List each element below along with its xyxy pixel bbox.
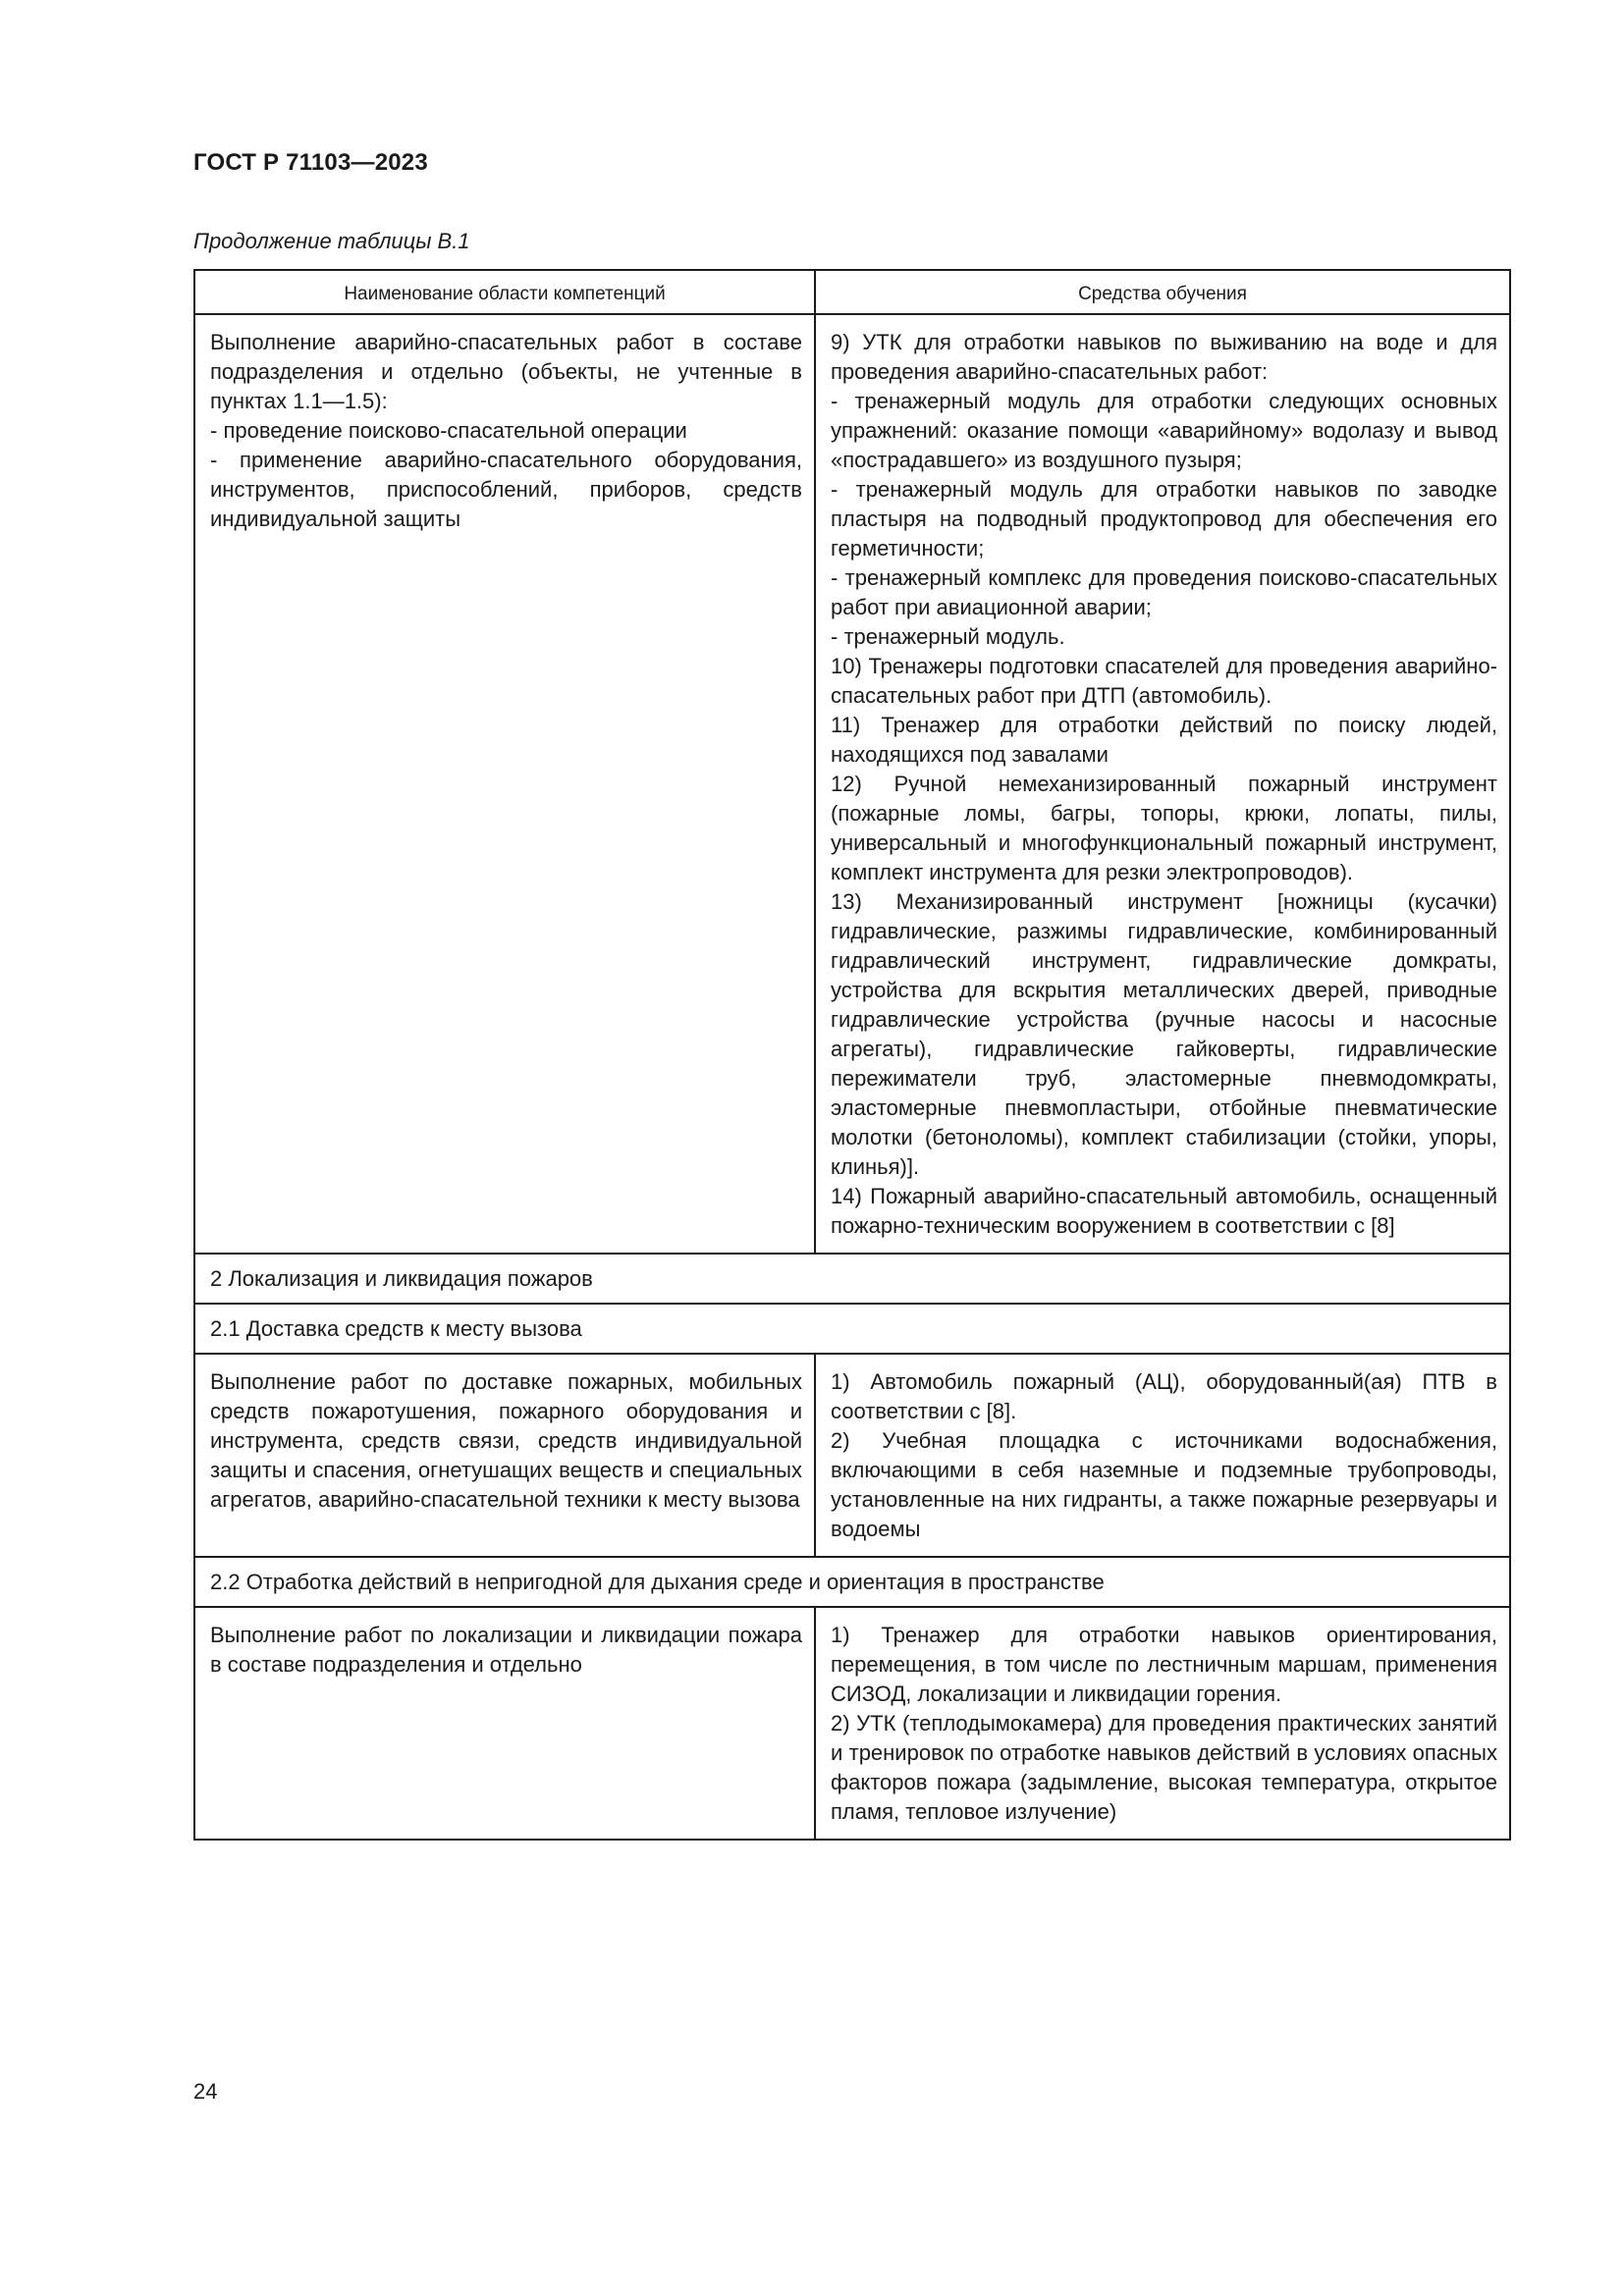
competence-cell <box>195 1355 816 1556</box>
competence-table <box>193 269 1511 1841</box>
table-row <box>195 1353 1509 1556</box>
cell-paragraph: - проведение поисково-спасательной операции <box>210 418 687 443</box>
cell-paragraph: 1) Тренажер для отработки навыков ориентирования, перемещения, в том числе по лестничным маршам, применения СИЗОД, локализации и ликвидации горения. <box>831 1623 1497 1706</box>
column-header-training-means: Средства обучения <box>1078 284 1247 304</box>
cell-paragraph: 1) Автомобиль пожарный (АЦ), оборудованный(ая) ПТВ в соответствии с [8]. <box>831 1369 1497 1423</box>
table-header-row <box>195 271 1509 313</box>
table-caption: Продолжение таблицы В.1 <box>193 229 470 253</box>
section-row <box>195 1556 1509 1606</box>
table-row <box>195 1606 1509 1839</box>
cell-paragraph: Выполнение работ по локализации и ликвидации пожара в составе подразделения и отдельно <box>210 1623 802 1677</box>
document-title: ГОСТ Р 71103—2023 <box>193 149 428 176</box>
subsection-heading: 2.2 Отработка действий в непригодной для дыхания среде и ориентация в пространстве <box>210 1570 1105 1594</box>
cell-paragraph: 14) Пожарный аварийно-спасательный автомобиль, оснащенный пожарно-техническим вооружением в соответствии с [8] <box>831 1184 1497 1238</box>
competence-cell <box>195 1608 816 1839</box>
cell-paragraph: - тренажерный модуль. <box>831 624 1065 649</box>
table-row <box>195 313 1509 1253</box>
cell-paragraph: - тренажерный модуль для отработки навыков по заводке пластыря на подводный продуктопровод для обеспечения его герметичности; <box>831 477 1497 561</box>
cell-paragraph: - тренажерный комплекс для проведения поисково-спасательных работ при авиационной аварии; <box>831 565 1497 619</box>
training-means-cell <box>816 1608 1509 1839</box>
section-heading: 2 Локализация и ликвидация пожаров <box>210 1266 593 1291</box>
cell-paragraph: 11) Тренажер для отработки действий по поиску людей, находящихся под завалами <box>831 713 1497 767</box>
cell-paragraph: 2) Учебная площадка с источниками водоснабжения, включающими в себя наземные и подземные трубопроводы, установленные на них гидранты, а также пожарные резервуары и водоемы <box>831 1428 1497 1541</box>
section-row <box>195 1303 1509 1353</box>
cell-paragraph: - тренажерный модуль для отработки следующих основных упражнений: оказание помощи «аварийному» водолазу и вывод «пострадавшего» из воздушного пузыря; <box>831 389 1497 472</box>
cell-paragraph: 2) УТК (теплодымокамера) для проведения практических занятий и тренировок по отработке навыков действий в условиях опасных факторов пожара (задымление, высокая температура, открытое пламя, тепловое излучение) <box>831 1711 1497 1824</box>
cell-paragraph: - применение аварийно-спасательного оборудования, инструментов, приспособлений, приборов, средств индивидуальной защиты <box>210 448 802 531</box>
cell-paragraph: Выполнение аварийно-спасательных работ в составе подразделения и отдельно (объекты, не учтенные в пунктах 1.1—1.5): <box>210 330 802 413</box>
cell-paragraph: Выполнение работ по доставке пожарных, мобильных средств пожаротушения, пожарного оборудования и инструмента, средств связи, средств индивидуальной защиты и спасения, огнетушащих веществ и специальных агрегатов, аварийно-спасательной техники к месту вызова <box>210 1369 802 1512</box>
page-number: 24 <box>193 2079 218 2104</box>
training-means-cell <box>816 1355 1509 1556</box>
cell-paragraph: 13) Механизированный инструмент [ножницы (кусачки) гидравлические, разжимы гидравлические, комбинированный гидравлический инструмент, гидравлические домкраты, устройства для вскрытия металлических дверей, приводные гидравлические устройства (ручные насосы и насосные агрегаты), гидравлические гайковерты, гидравлические пережиматели труб, эластомерные пневмодомкраты, эластомерные пневмопластыри, отбойные пневматические молотки (бетоноломы), комплект стабилизации (стойки, упоры, клинья)]. <box>831 889 1497 1179</box>
competence-cell <box>195 315 816 1253</box>
cell-paragraph: 10) Тренажеры подготовки спасателей для проведения аварийно-спасательных работ при ДТП (автомобиль). <box>831 654 1497 708</box>
section-row <box>195 1253 1509 1303</box>
column-header-competence: Наименование области компетенций <box>195 271 816 313</box>
subsection-heading: 2.1 Доставка средств к месту вызова <box>210 1316 582 1341</box>
cell-paragraph: 12) Ручной немеханизированный пожарный инструмент (пожарные ломы, багры, топоры, крюки, лопаты, пилы, универсальный и многофункциональный пожарный инструмент, комплект инструмента для резки электропроводов). <box>831 772 1497 884</box>
cell-paragraph: 9) УТК для отработки навыков по выживанию на воде и для проведения аварийно-спасательных работ: <box>831 330 1497 384</box>
training-means-cell <box>816 315 1509 1253</box>
